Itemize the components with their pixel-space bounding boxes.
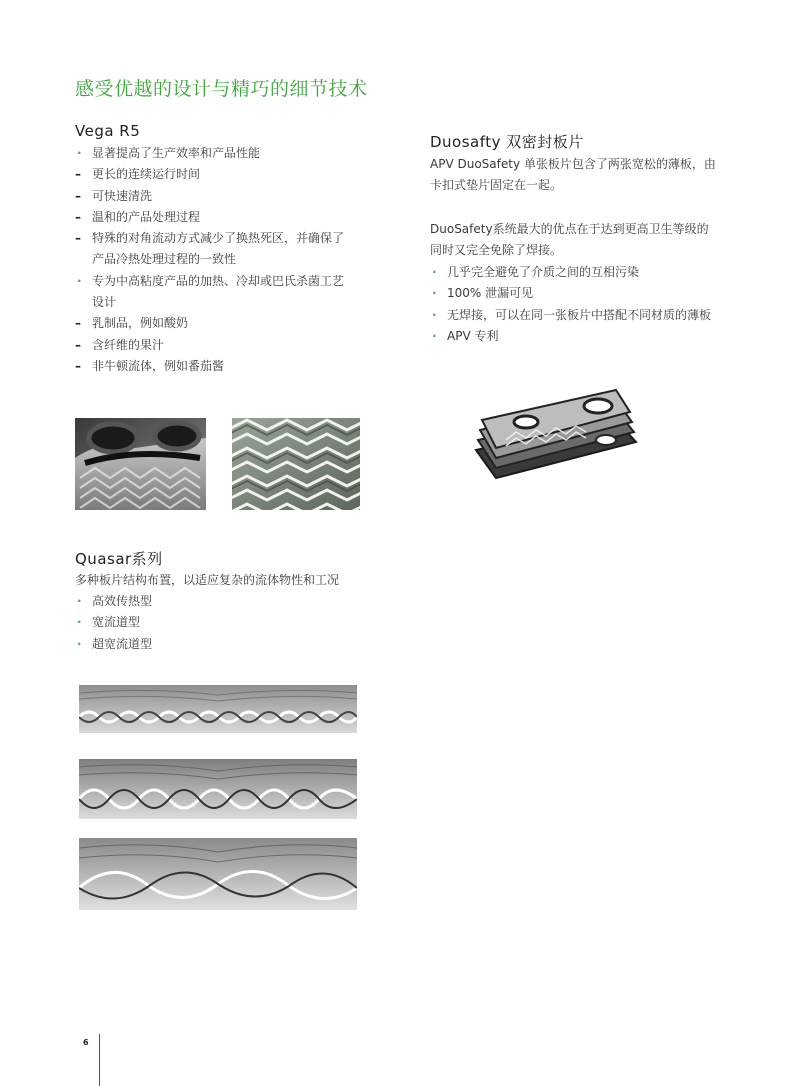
list-item: – 可快速清洗 [75,186,375,207]
duosafty-title: Duosafty 双密封板片 [430,133,584,151]
list-item: · 高效传热型 [75,591,375,612]
list-item: · 显著提高了生产效率和产品性能 [75,143,375,164]
vega-corrugation-photo [232,418,360,510]
duosafty-para-2-line-2: 同时又完全免除了焊接。 [430,243,563,257]
list-item: · 100% 泄漏可见 [430,283,760,304]
list-item: · 几乎完全避免了介质之间的互相污染 [430,262,760,283]
vega-plate-photo [75,418,206,510]
list-item: 产品冷热处理过程的一致性 [92,252,237,267]
quasar-title: Quasar系列 [75,550,163,568]
duosafty-plate-stack-photo [466,380,642,505]
list-item: · 宽流道型 [75,612,375,633]
list-item: – 乳制品，例如酸奶 [75,313,375,334]
list-item: · 超宽流道型 [75,634,375,655]
list-item: – 更长的连续运行时间 [75,164,375,185]
duosafty-para-1-line-2: 卡扣式垫片固定在一起。 [430,178,563,192]
page-number: 6 [83,1038,89,1047]
duosafty-para-2-line-1: DuoSafety系统最大的优点在于达到更高卫生等级的 [430,222,709,236]
list-item: – 特殊的对角流动方式减少了换热死区，并确保了 [75,228,375,249]
quasar-intro: 多种板片结构布置，以适应复杂的流体物性和工况 [75,573,340,587]
page-title: 感受优越的设计与精巧的细节技术 [75,78,368,100]
list-item: 设计 [92,295,117,310]
quasar-extra-wide-gap-profile [79,838,357,910]
vega-feature-list [75,143,375,377]
duosafty-para-1-line-1: APV DuoSafety 单张板片包含了两张宽松的薄板，由 [430,157,716,171]
list-item: – 含纤维的果汁 [75,335,375,356]
quasar-type-list [75,591,375,655]
duosafty-para-1 [430,154,750,196]
duosafty-feature-list [430,262,760,347]
quasar-high-efficiency-profile [79,685,357,733]
list-item: – 温和的产品处理过程 [75,207,375,228]
list-item: · 无焊接，可以在同一张板片中搭配不同材质的薄板 [430,305,760,326]
page-number-rule [99,1034,100,1086]
duosafty-para-2 [430,219,750,261]
list-item: – 非牛顿流体，例如番茄酱 [75,356,375,377]
list-item: · 专为中高粘度产品的加热、冷却或巴氏杀菌工艺 [75,271,375,292]
list-item: · APV 专利 [430,326,760,347]
quasar-wide-gap-profile [79,759,357,819]
vega-title: Vega R5 [75,122,141,140]
